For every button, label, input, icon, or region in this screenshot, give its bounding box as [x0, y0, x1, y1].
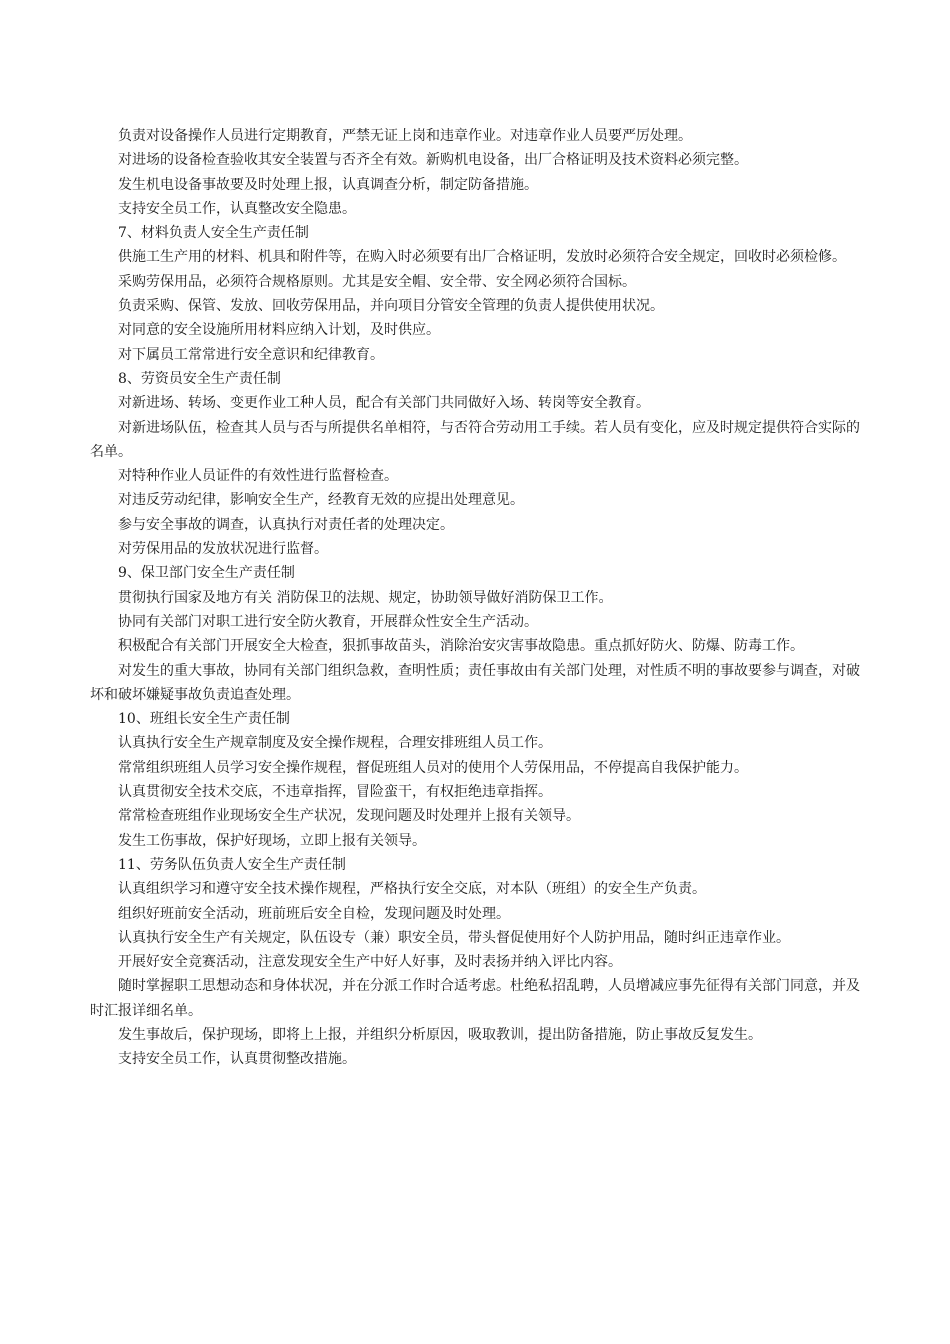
paragraph: 对同意的安全设施所用材料应纳入计划，及时供应。 — [118, 322, 440, 339]
paragraph: 对下属员工常常进行安全意识和纪律教育。 — [118, 346, 384, 363]
paragraph: 对特种作业人员证件的有效性进行监督检查。 — [118, 468, 398, 485]
paragraph: 认真执行安全生产有关规定，队伍设专（兼）职安全员，带头督促使用好个人防护用品，随时纠正违章作业。 — [118, 929, 790, 946]
section-heading: 10、班组长安全生产责任制 — [118, 711, 290, 728]
paragraph: 认真执行安全生产规章制度及安全操作规程，合理安排班组人员工作。 — [118, 735, 552, 752]
paragraph: 组织好班前安全活动，班前班后安全自检，发现问题及时处理。 — [118, 905, 510, 922]
paragraph: 支持安全员工作，认真贯彻整改措施。 — [118, 1051, 356, 1068]
section-heading: 11、劳务队伍负责人安全生产责任制 — [118, 856, 346, 873]
paragraph: 支持安全员工作，认真整改安全隐患。 — [118, 200, 356, 217]
paragraph: 积极配合有关部门开展安全大检查，狠抓事故苗头，消除治安灾害事故隐患。重点抓好防火、防爆、防毒工作。 — [118, 638, 804, 655]
paragraph: 负责采购、保管、发放、回收劳保用品，并向项目分管安全管理的负责人提供使用状况。 — [118, 298, 664, 315]
paragraph: 常常检查班组作业现场安全生产状况，发现问题及时处理并上报有关领导。 — [118, 808, 580, 825]
paragraph: 认真组织学习和遵守安全技术操作规程，严格执行安全交底，对本队（班组）的安全生产负责。 — [118, 881, 706, 898]
paragraph: 对劳保用品的发放状况进行监督。 — [118, 541, 328, 558]
paragraph: 随时掌握职工思想动态和身体状况，并在分派工作时合适考虑。杜绝私招乱聘，人员增减应事先征得有关部门同意，并及时汇报详细名单。 — [90, 978, 860, 1019]
paragraph: 贯彻执行国家及地方有关 消防保卫的法规、规定，协助领导做好消防保卫工作。 — [118, 589, 613, 606]
paragraph: 开展好安全竞赛活动，注意发现安全生产中好人好事，及时表扬并纳入评比内容。 — [118, 954, 622, 971]
document-body — [90, 124, 860, 1072]
paragraph: 协同有关部门对职工进行安全防火教育，开展群众性安全生产活动。 — [118, 613, 538, 630]
paragraph: 对新进场队伍，检查其人员与否与所提供名单相符，与否符合劳动用工手续。若人员有变化，应及时规定提供符合实际的名单。 — [90, 419, 860, 460]
paragraph: 对进场的设备检查验收其安全装置与否齐全有效。新购机电设备，出厂合格证明及技术资料必须完整。 — [118, 152, 748, 169]
section-heading: 9、保卫部门安全生产责任制 — [118, 565, 295, 582]
paragraph: 常常组织班组人员学习安全操作规程，督促班组人员对的使用个人劳保用品，不停提高自我保护能力。 — [118, 759, 748, 776]
paragraph: 参与安全事故的调查，认真执行对责任者的处理决定。 — [118, 516, 454, 533]
paragraph: 对新进场、转场、变更作业工种人员，配合有关部门共同做好入场、转岗等安全教育。 — [118, 395, 650, 412]
paragraph: 供施工生产用的材料、机具和附件等，在购入时必须要有出厂合格证明，发放时必须符合安全规定，回收时必须检修。 — [118, 249, 846, 266]
paragraph: 对发生的重大事故，协同有关部门组织急救，查明性质；责任事故由有关部门处理，对性质不明的事故要参与调查，对破坏和破坏嫌疑事故负责追查处理。 — [90, 662, 860, 703]
paragraph: 负责对设备操作人员进行定期教育，严禁无证上岗和违章作业。对违章作业人员要严厉处理。 — [118, 128, 692, 144]
paragraph: 认真贯彻安全技术交底，不违章指挥，冒险蛮干，有权拒绝违章指挥。 — [118, 784, 552, 801]
paragraph: 对违反劳动纪律，影响安全生产，经教育无效的应提出处理意见。 — [118, 492, 524, 509]
section-heading: 7、材料负责人安全生产责任制 — [118, 225, 309, 242]
section-heading: 8、劳资员安全生产责任制 — [118, 370, 281, 387]
paragraph: 发生机电设备事故要及时处理上报，认真调查分析，制定防备措施。 — [118, 176, 538, 193]
paragraph: 采购劳保用品，必须符合规格原则。尤其是安全帽、安全带、安全网必须符合国标。 — [118, 273, 636, 290]
paragraph: 发生事故后，保护现场，即将上上报，并组织分析原因，吸取教训，提出防备措施，防止事故反复发生。 — [118, 1026, 762, 1043]
paragraph: 发生工伤事故，保护好现场，立即上报有关领导。 — [118, 832, 426, 849]
